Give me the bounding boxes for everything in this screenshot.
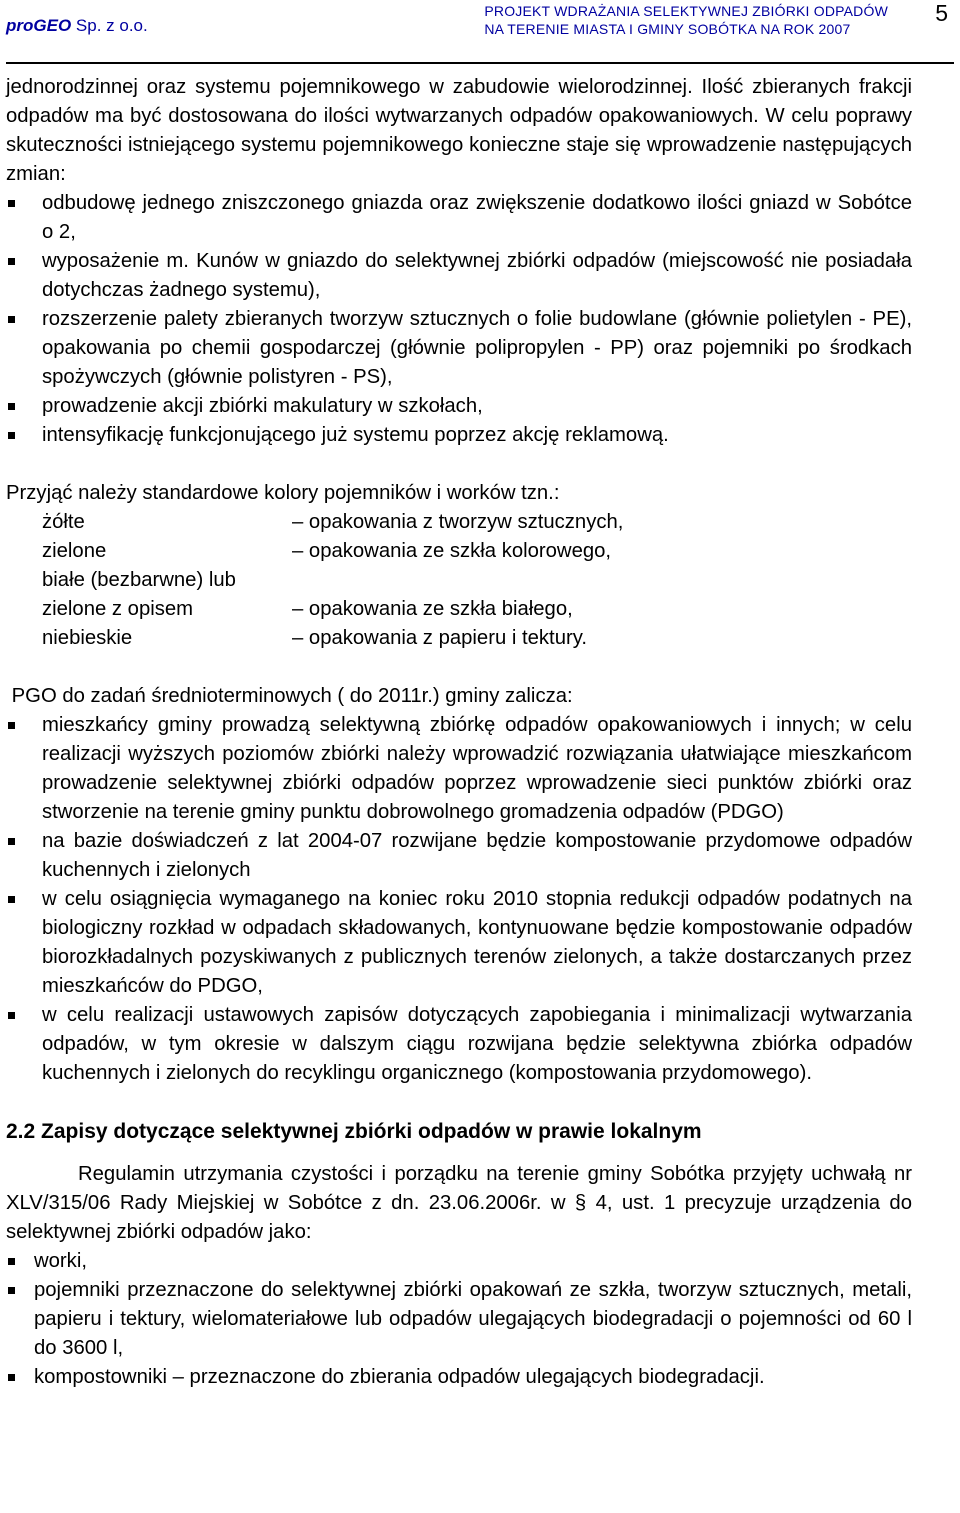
project-title [484, 2, 888, 38]
list-item-text: intensyfikację funkcjonującego już systemu poprzez akcję reklamową. [42, 424, 669, 446]
list-item [6, 247, 912, 305]
list-item-text: w celu osiągnięcia wymaganego na koniec roku 2010 stopnia redukcji odpadów podatnych na biologiczny rozkład w odpadach składowanych, kontynuowane będzie kompostowanie odpadów biorozkładalnych pozyskiwanych z publicznych terenów zielonych, a także dostarczanych przez mieszkańców do PDGO, [42, 888, 912, 997]
bullet-icon [8, 1287, 15, 1294]
list-item [6, 1276, 912, 1363]
list-item [6, 392, 912, 421]
spacer [6, 1146, 912, 1160]
bullet-icon [8, 403, 15, 410]
list-item [6, 711, 912, 827]
paragraph-intro: jednorodzinnej oraz systemu pojemnikowego w zabudowie wielorodzinnej. Ilość zbieranych frakcji odpadów ma być dostosowana do ilości wytwarzanych odpadów opakowaniowych. W celu poprawy skuteczności istniejącego systemu pojemnikowego konieczne staje się wprowadzenie następujących zmian: [6, 76, 912, 185]
list-item-text: wyposażenie m. Kunów w gniazdo do selektywnej zbiórki odpadów (miejscowość nie posiadała dotychczas żadnego systemu), [42, 250, 912, 301]
bullet-icon [8, 1012, 15, 1019]
color-row [42, 595, 912, 624]
list-item [6, 827, 912, 885]
color-name: żółte [42, 511, 85, 533]
section-heading: 2.2 Zapisy dotyczące selektywnej zbiórki odpadów w prawie lokalnym [6, 1120, 702, 1143]
project-title-line-1: PROJEKT WDRAŻANIA SELEKTYWNEJ ZBIÓRKI ODPADÓW [484, 3, 888, 19]
list-item [6, 1247, 912, 1276]
bullet-icon [8, 1374, 15, 1381]
color-name: niebieskie [42, 627, 133, 649]
spacer [6, 1088, 912, 1117]
list-item-text: odbudowę jednego zniszczonego gniazda oraz zwiększenie dodatkowo ilości gniazd w Sobótce o 2, [42, 192, 912, 243]
color-desc: – opakowania ze szkła kolorowego, [292, 540, 612, 562]
list-item [6, 1001, 912, 1088]
list-item [6, 885, 912, 1001]
company-suffix: Sp. z o.o. [75, 16, 148, 35]
bullet-icon [8, 838, 15, 845]
list-item-text: kompostowniki – przeznaczone do zbierania odpadów ulegających biodegradacji. [34, 1366, 765, 1388]
bullet-icon [8, 200, 15, 207]
list-item-text: mieszkańcy gminy prowadzą selektywną zbiórkę odpadów opakowaniowych i innych; w celu realizacji wyższych poziomów zbiórki należy wprowadzić rozwiązania ułatwiające mieszkańcom prowadzenie selektywnej zbiórki odpadów poprzez wprowadzenie sieci punktów zbiórki oraz stworzenie na terenie gminy punktu dobrowolnego gromadzenia odpadów (PDGO) [42, 714, 912, 823]
color-row [42, 508, 912, 537]
color-name: białe (bezbarwne) lub [42, 569, 236, 591]
bullet-icon [8, 896, 15, 903]
company-name [6, 16, 148, 36]
list-item-text: worki, [34, 1250, 87, 1272]
list-item [6, 189, 912, 247]
project-title-line-2: NA TERENIE MIASTA I GMINY SOBÓTKA NA ROK 2007 [484, 21, 851, 37]
changes-list [6, 189, 912, 450]
color-desc: – opakowania z papieru i tektury. [292, 627, 587, 649]
pgo-tasks-list [6, 711, 912, 1088]
colors-table [42, 508, 912, 653]
bullet-icon [8, 432, 15, 439]
page-number: 5 [935, 0, 948, 26]
header-rule [6, 62, 954, 64]
pgo-intro: PGO do zadań średnioterminowych ( do 2011r.) gminy zalicza: [6, 685, 573, 707]
color-name: zielone [42, 540, 107, 562]
color-row [42, 566, 912, 595]
list-item-text: na bazie doświadczeń z lat 2004-07 rozwijane będzie kompostowanie przydomowe odpadów kuchennych i zielonych [42, 830, 912, 881]
list-item-text: prowadzenie akcji zbiórki makulatury w szkołach, [42, 395, 483, 417]
bullet-icon [8, 258, 15, 265]
color-row [42, 537, 912, 566]
spacer [6, 450, 912, 479]
color-name: zielone z opisem [42, 598, 194, 620]
document-body [6, 73, 912, 1392]
spacer [6, 653, 912, 682]
page-header [0, 0, 960, 62]
devices-list [6, 1247, 912, 1392]
paragraph-regulation: Regulamin utrzymania czystości i porządku na terenie gminy Sobótka przyjęty uchwałą nr XLV/315/06 Rady Miejskiej w Sobótce z dn. 23.06.2006r. w § 4, ust. 1 precyzuje urządzenia do selektywnej zbiórki odpadów jako: [6, 1163, 912, 1243]
list-item [6, 305, 912, 392]
list-item-text: pojemniki przeznaczone do selektywnej zbiórki opakowań ze szkła, tworzyw sztucznych, metali, papieru i tektury, wielomateriałowe lub odpadów ulegających biodegradacji o pojemności od 60 l do 3600 l, [34, 1279, 912, 1359]
bullet-icon [8, 1258, 15, 1265]
color-desc: – opakowania z tworzyw sztucznych, [292, 511, 624, 533]
bullet-icon [8, 316, 15, 323]
list-item [6, 421, 912, 450]
company-brand: proGEO [6, 16, 72, 35]
list-item [6, 1363, 912, 1392]
list-item-text: w celu realizacji ustawowych zapisów dotyczących zapobiegania i minimalizacji wytwarzania odpadów, w tym okresie w dalszym ciągu rozwijana będzie selektywna zbiórka odpadów kuchennych i zielonych do recyklingu organicznego (kompostowania przydomowego). [42, 1004, 912, 1084]
color-desc: – opakowania ze szkła białego, [292, 598, 573, 620]
color-row [42, 624, 912, 653]
bullet-icon [8, 722, 15, 729]
colors-intro: Przyjąć należy standardowe kolory pojemników i worków tzn.: [6, 482, 560, 504]
list-item-text: rozszerzenie palety zbieranych tworzyw sztucznych o folie budowlane (głównie polietylen - PE), opakowania po chemii gospodarczej (głównie polipropylen - PP) oraz pojemniki po środkach spożywczych (głównie polistyren - PS), [42, 308, 912, 388]
